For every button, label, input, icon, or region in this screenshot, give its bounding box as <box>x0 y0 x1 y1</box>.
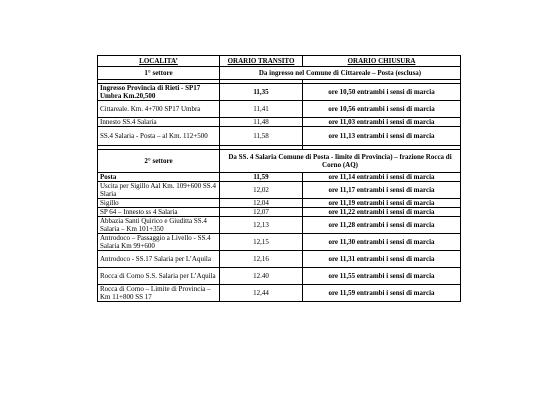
locality-cell: Abbazia Santi Quirico e Giuditta SS.4 Salaria – Km 101+350 <box>98 217 220 234</box>
locality-cell: SP 64 – Innesto ss 4 Salaria <box>98 208 220 217</box>
sector1-heading-row <box>98 67 461 80</box>
transit-time-cell: 12.40 <box>220 268 303 285</box>
table-row <box>98 251 461 268</box>
transit-time-cell: 12,07 <box>220 208 303 217</box>
sector1-note: Da ingresso nel Comune di Cittareale – Posta (esclusa) <box>220 67 461 80</box>
transit-time-cell: 12,04 <box>220 199 303 208</box>
closure-time-cell: ore 11,30 entrambi i sensi di marcia <box>303 234 461 251</box>
transit-time-cell: 12,44 <box>220 285 303 302</box>
transit-time-cell: 12,02 <box>220 182 303 199</box>
locality-cell: Rocca di Corno S.S. Salaria per L’Aquila <box>98 268 220 285</box>
transit-time-cell: 11,41 <box>220 101 303 118</box>
sector2-heading-row <box>98 150 461 173</box>
locality-cell: Antrodoco – Passaggio a Livello - SS.4 Salaria Km 99+600 <box>98 234 220 251</box>
closure-time-cell: ore 11,03 entrambi i sensi di marcia <box>303 118 461 127</box>
transit-time-cell: 11,35 <box>220 84 303 101</box>
closure-time-cell: ore 11,55 entrambi i sensi di marcia <box>303 268 461 285</box>
table-row <box>98 234 461 251</box>
header-closure-label: ORARIO CHIUSURA <box>347 57 416 65</box>
table-row <box>98 182 461 199</box>
table-row <box>98 101 461 118</box>
closure-time-cell: ore 11,22 entrambi i sensi di marcia <box>303 208 461 217</box>
locality-cell: Cittareale. Km. 4+700 SP17 Umbra <box>98 101 220 118</box>
locality-cell: Innesto SS.4 Salaria <box>98 118 220 127</box>
locality-cell: SS.4 Salaria - Posta – al Km. 112+500 <box>98 127 220 146</box>
closure-time-cell: ore 11,19 entrambi i sensi di marcia <box>303 199 461 208</box>
table-row <box>98 127 461 146</box>
table-row <box>98 285 461 302</box>
header-closure <box>303 56 461 67</box>
closure-time-cell: ore 11,14 entrambi i sensi di marcia <box>303 173 461 182</box>
table-row <box>98 208 461 217</box>
transit-time-cell: 11,58 <box>220 127 303 146</box>
table-row <box>98 84 461 101</box>
sector2-title: 2° settore <box>98 150 220 173</box>
locality-cell: Rocca di Corno – Limite di Provincia – Km 11+800 SS 17 <box>98 285 220 302</box>
closure-time-cell: ore 10,56 entrambi i sensi di marcia <box>303 101 461 118</box>
sector2-note: Da SS. 4 Salaria Comune di Posta - limite di Provincia) – frazione Rocca di Corno (AQ) <box>220 150 461 173</box>
locality-cell: Uscita per Sigillo Aal Km. 109+600 SS.4 Slaria <box>98 182 220 199</box>
schedule-table <box>97 55 461 302</box>
table-row <box>98 217 461 234</box>
closure-time-cell: ore 11,28 entrambi i sensi di marcia <box>303 217 461 234</box>
transit-time-cell: 12,16 <box>220 251 303 268</box>
locality-cell: Posta <box>98 173 220 182</box>
closure-time-cell: ore 11,17 entrambi i sensi di marcia <box>303 182 461 199</box>
transit-time-cell: 11,48 <box>220 118 303 127</box>
table-row <box>98 173 461 182</box>
closure-time-cell: ore 11,31 entrambi i sensi di marcia <box>303 251 461 268</box>
closure-time-cell: ore 10,50 entrambi i sensi di marcia <box>303 84 461 101</box>
table-row <box>98 199 461 208</box>
header-transit-label: ORARIO TRANSITO <box>227 57 295 65</box>
locality-cell: Antrodoco - SS.17 Salaria per L’Aquila <box>98 251 220 268</box>
table-row <box>98 268 461 285</box>
transit-time-cell: 12,13 <box>220 217 303 234</box>
locality-cell: Ingresso Provincia di Rieti - SP17 Umbra Km.20,500 <box>98 84 220 101</box>
header-transit <box>220 56 303 67</box>
header-row <box>98 56 461 67</box>
closure-time-cell: ore 11,13 entrambi i sensi di marcia <box>303 127 461 146</box>
closure-time-cell: ore 11,59 entrambi i sensi di marcia <box>303 285 461 302</box>
sector1-title: 1° settore <box>98 67 220 80</box>
header-locality <box>98 56 220 67</box>
transit-time-cell: 11,59 <box>220 173 303 182</box>
table-row <box>98 118 461 127</box>
header-locality-label: LOCALITA’ <box>139 57 178 65</box>
transit-time-cell: 12,15 <box>220 234 303 251</box>
locality-cell: Sigillo <box>98 199 220 208</box>
